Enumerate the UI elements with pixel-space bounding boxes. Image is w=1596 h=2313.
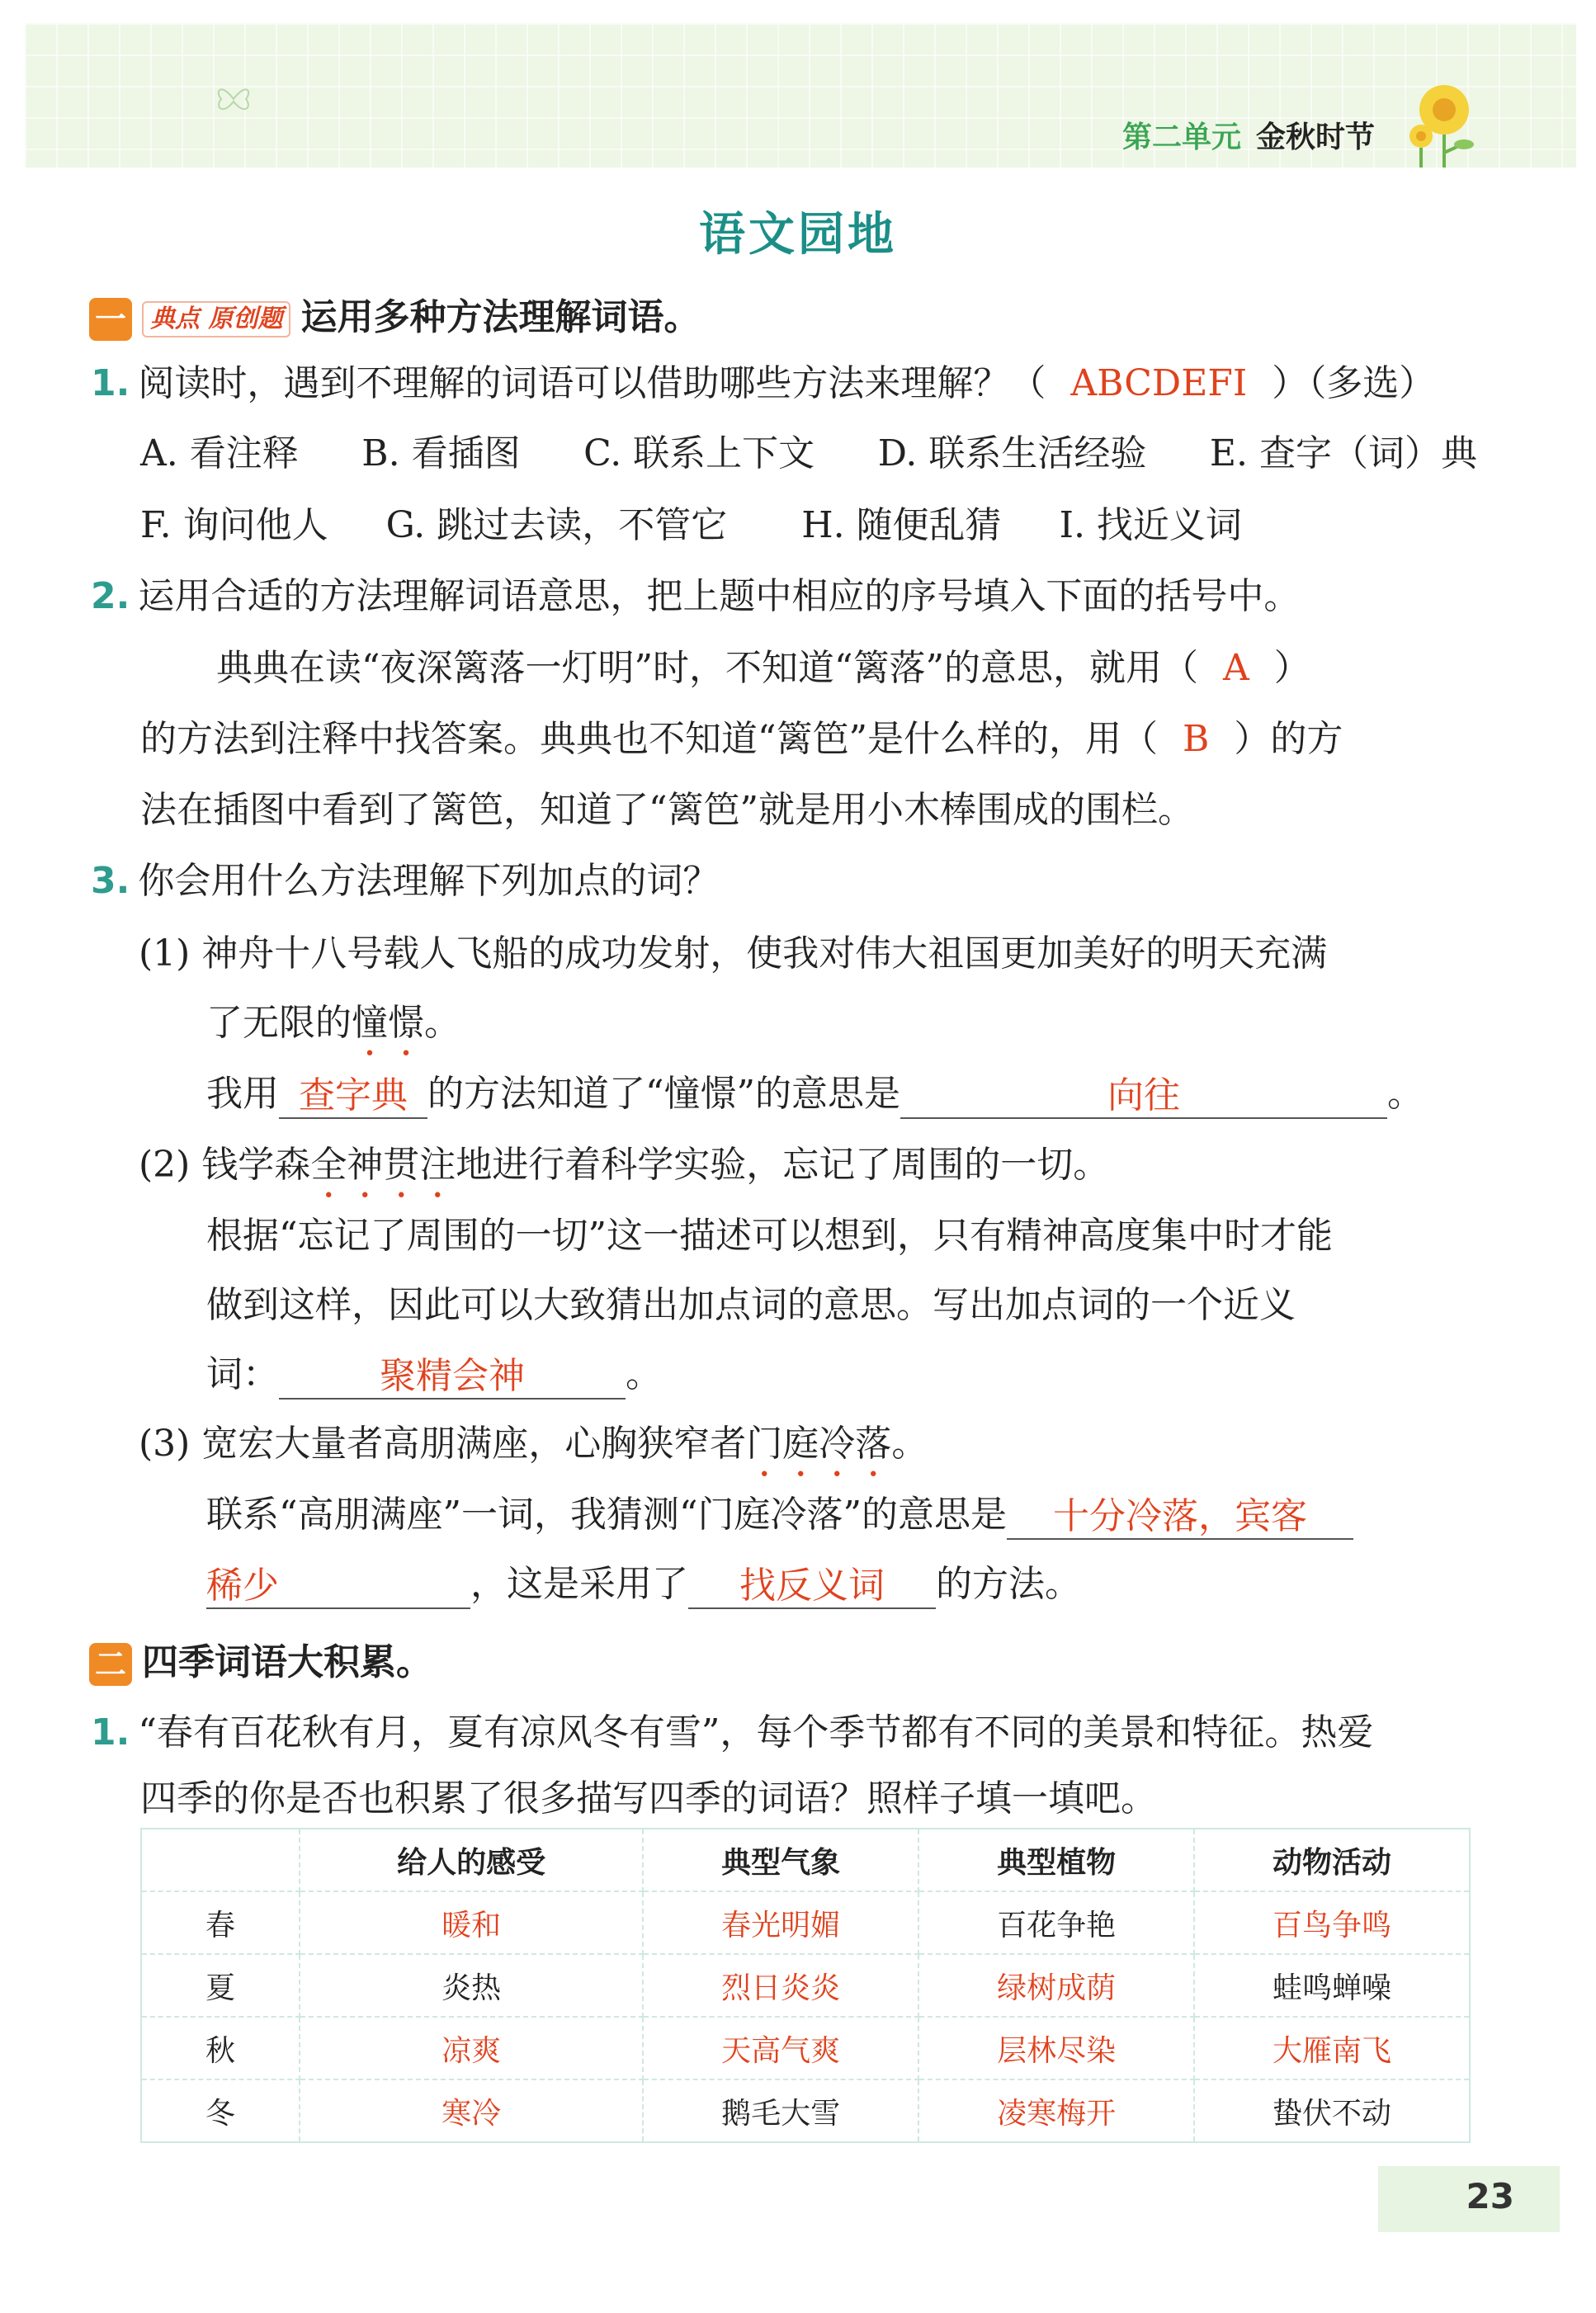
option-f: F. 询问他人 <box>140 504 328 546</box>
q2-number: 2. <box>91 575 130 617</box>
table-header: 给人的感受 <box>300 1829 643 1891</box>
table-header: 动物活动 <box>1194 1829 1470 1891</box>
q1-options-row1 <box>140 429 1477 479</box>
q2-text: 运用合适的方法理解词语意思，把上题中相应的序号填入下面的括号中。 <box>138 575 1301 617</box>
answer-method-1: 查字典 <box>279 1074 427 1119</box>
q2-para-line1 <box>216 644 1310 693</box>
season-label: 秋 <box>141 2017 300 2079</box>
butterfly-icon <box>213 78 254 120</box>
table-cell: 鹅毛大雪 <box>643 2079 918 2142</box>
answer-method-3: 找反义词 <box>688 1565 936 1609</box>
section1-title: 运用多种方法理解词语。 <box>300 296 701 338</box>
answer-meaning-3b: 稀少 <box>206 1565 470 1609</box>
sunflower-icon <box>1403 78 1485 169</box>
option-e: E. 查字（词）典 <box>1209 432 1477 474</box>
table-cell-answer: 绿树成荫 <box>918 1954 1194 2017</box>
table-cell-answer: 凉爽 <box>300 2017 643 2079</box>
q3-s3-line2 <box>206 1560 1081 1609</box>
q3-answer1-line <box>206 1069 1424 1119</box>
unit-title: 金秋时节 <box>1256 120 1376 154</box>
q3-sentence1: (1) 神舟十八号载人飞船的成功发射，使我对伟大祖国更加美好的明天充满 <box>139 932 1328 975</box>
option-a: A. 看注释 <box>140 432 299 474</box>
table-cell: 百花争艳 <box>918 1891 1194 1954</box>
s3-l1-pre: 联系“高朋满座”一词，我猜测“门庭冷落”的意思是 <box>206 1494 1007 1536</box>
table-cell-answer: 春光明媚 <box>643 1891 918 1954</box>
q1-answer: ABCDEFI <box>1070 362 1248 404</box>
seasons-table <box>140 1828 1471 2143</box>
q1-tail: ）（多选） <box>1272 362 1436 404</box>
table-header: 典型植物 <box>918 1829 1194 1891</box>
a1-mid: 的方法知道了“憧憬”的意思是 <box>427 1073 900 1115</box>
q2-para2-tail: ）的方 <box>1234 718 1343 760</box>
q3-number: 3. <box>91 860 130 902</box>
q3-sentence3 <box>139 1419 928 1485</box>
answer-meaning-1: 向往 <box>900 1074 1387 1119</box>
table-cell-answer: 百鸟争鸣 <box>1194 1891 1470 1954</box>
q2-answer1: A <box>1222 647 1249 689</box>
table-cell-answer: 寒冷 <box>300 2079 643 2142</box>
table-row <box>141 1954 1470 2017</box>
section1-heading <box>89 293 700 342</box>
table-cell: 蛙鸣蝉噪 <box>1194 1954 1470 2017</box>
section2-title: 四季词语大积累。 <box>142 1641 432 1683</box>
q3-s2-line2: 做到这样，因此可以大致猜出加点词的意思。写出加点词的一个近义 <box>206 1284 1296 1326</box>
s1-pre: 了无限的 <box>206 1002 352 1044</box>
q2-para-line3: 法在插图中看到了篱笆，知道了“篱笆”就是用小木棒围成的围栏。 <box>140 789 1194 831</box>
table-cell-answer: 烈日炎炎 <box>643 1954 918 2017</box>
dotted-word-3: 门庭冷落 <box>746 1423 892 1465</box>
season-label: 冬 <box>141 2079 300 2142</box>
page-number-band <box>1378 2166 1560 2232</box>
table-header-row <box>141 1829 1470 1891</box>
q3-sentence2 <box>139 1140 1109 1206</box>
section2-heading <box>89 1638 432 1688</box>
s2q1-text1: “春有百花秋有月，夏有凉风冬有雪”，每个季节都有不同的美景和特征。热爱 <box>138 1711 1374 1754</box>
answer-meaning-3a: 十分冷落，宾客 <box>1007 1495 1353 1540</box>
table-row <box>141 1891 1470 1954</box>
q1-text: 阅读时，遇到不理解的词语可以借助哪些方法来理解？（ <box>138 362 1046 404</box>
q2-line <box>91 572 1300 621</box>
option-g: G. 跳过去读，不管它 <box>385 504 728 546</box>
a1-pre: 我用 <box>206 1073 279 1115</box>
unit-label <box>1122 114 1375 156</box>
table-cell-answer: 天高气爽 <box>643 2017 918 2079</box>
original-question-tag: 典点 原创题 <box>142 301 290 338</box>
option-i: I. 找近义词 <box>1059 504 1242 546</box>
q2-answer2: B <box>1183 718 1210 760</box>
s2-post: 地进行着科学实验，忘记了周围的一切。 <box>456 1144 1110 1186</box>
s2q1-line2: 四季的你是否也积累了很多描写四季的词语？照样子填一填吧。 <box>140 1777 1157 1820</box>
s2-l3-pre: 词： <box>206 1353 279 1395</box>
table-cell-answer: 凌寒梅开 <box>918 2079 1194 2142</box>
table-cell: 炎热 <box>300 1954 643 2017</box>
s2-end: 。 <box>626 1353 662 1395</box>
q1-options-row2 <box>140 501 1242 550</box>
table-row <box>141 2079 1470 2142</box>
q3-sentence1-cont <box>206 998 460 1064</box>
section2-badge: 二 <box>89 1643 132 1686</box>
q3-line <box>91 857 719 906</box>
s3-l2-mid: ，这是采用了 <box>470 1563 688 1605</box>
s2q1-line1 <box>91 1708 1373 1758</box>
table-cell: 蛰伏不动 <box>1194 2079 1470 2142</box>
table-cell-answer: 层林尽染 <box>918 2017 1194 2079</box>
page-title: 语文园地 <box>699 208 897 262</box>
answer-synonym: 聚精会神 <box>279 1355 626 1400</box>
table-header-corner <box>141 1829 300 1891</box>
s3-pre: (3) 宽宏大量者高朋满座，心胸狭窄者 <box>139 1423 747 1465</box>
option-h: H. 随便乱猜 <box>801 504 1002 546</box>
q3-s2-line1: 根据“忘记了周围的一切”这一描述可以想到，只有精神高度集中时才能 <box>206 1215 1333 1257</box>
q2-para-line2 <box>140 715 1343 764</box>
option-c: C. 联系上下文 <box>583 432 815 474</box>
table-row <box>141 2017 1470 2079</box>
q1-line <box>91 359 1435 408</box>
a1-end: 。 <box>1387 1073 1424 1115</box>
q3-s2-line3 <box>206 1350 662 1400</box>
season-label: 夏 <box>141 1954 300 2017</box>
q1-number: 1. <box>91 362 130 404</box>
option-d: D. 联系生活经验 <box>877 432 1147 474</box>
season-label: 春 <box>141 1891 300 1954</box>
q2-para2-text: 的方法到注释中找答案。典典也不知道“篱笆”是什么样的，用（ <box>140 718 1158 760</box>
s1-post: 。 <box>424 1002 460 1044</box>
q2-para1-tail: ） <box>1273 647 1310 689</box>
option-b: B. 看插图 <box>361 432 521 474</box>
s3-post: 。 <box>891 1423 928 1465</box>
table-cell-answer: 大雁南飞 <box>1194 2017 1470 2079</box>
s2-pre: (2) 钱学森 <box>139 1144 311 1186</box>
unit-number: 第二单元 <box>1122 120 1242 154</box>
q3-text: 你会用什么方法理解下列加点的词？ <box>138 860 720 902</box>
dotted-word-1: 憧憬 <box>352 1002 424 1044</box>
q3-s3-line1 <box>206 1490 1353 1540</box>
section1-badge: 一 <box>89 298 132 341</box>
dotted-word-2: 全神贯注 <box>310 1144 456 1186</box>
page-number: 23 <box>1466 2176 1514 2216</box>
s2q1-number: 1. <box>91 1711 130 1754</box>
s3-l2-end: 的方法。 <box>936 1563 1081 1605</box>
q2-para1-text: 典典在读“夜深篱落一灯明”时，不知道“篱落”的意思，就用（ <box>216 647 1198 689</box>
table-cell-answer: 暖和 <box>300 1891 643 1954</box>
table-header: 典型气象 <box>643 1829 918 1891</box>
